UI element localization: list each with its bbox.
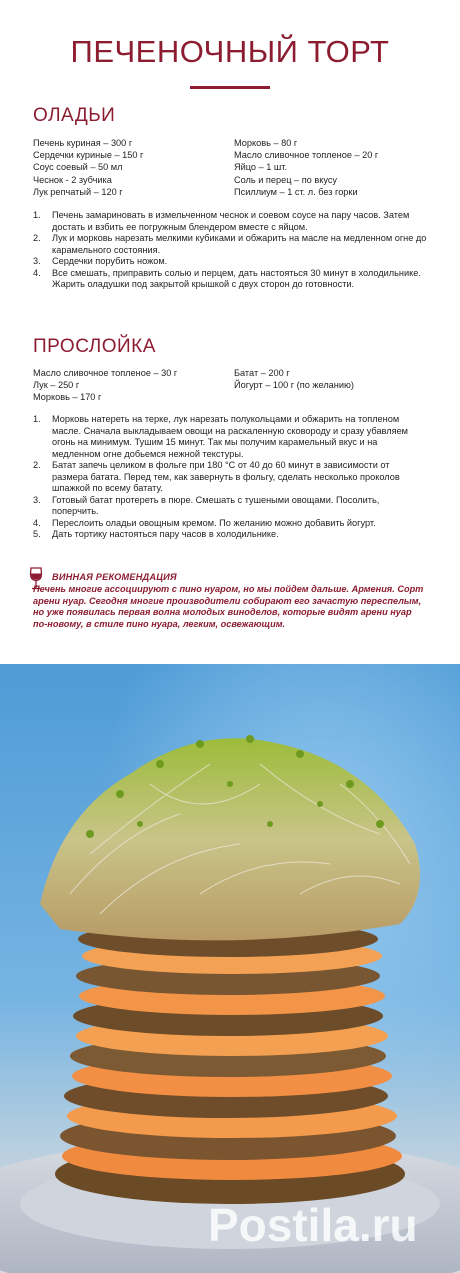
step-number: 2. [33, 233, 41, 243]
step-text: Печень замариновать в измельченном чеснок и соевом соусе на пару часов. Затем достать и взбить ее погружным блендером вместе с яйцом. [52, 210, 410, 232]
step-item [33, 268, 427, 291]
watermark-text: Postila.ru [208, 1199, 418, 1251]
ingredient-line: Йогурт – 100 г (по желанию) [234, 380, 354, 391]
step-number: 4. [33, 517, 41, 528]
step-number: 3. [33, 494, 41, 505]
page-title: ПЕЧЕНОЧНЫЙ ТОРТ [70, 34, 390, 69]
step-text: Сердечки порубить ножом. [52, 256, 168, 266]
step-number: 1. [33, 210, 41, 220]
section-heading-prosloika: ПРОСЛОЙКА [33, 336, 156, 357]
step-text: Морковь натереть на терке, лук нарезать полукольцами и обжарить на топленом масле. Сначала выкладываем овощи на раскаленную сковороду и сразу убавляем огонь на минимум. Тушим 15 минут. Так мы получим карамельный вкус и на медленном огне добьемся нежной текстуры. [52, 414, 408, 459]
ingredients-prosloika [33, 367, 433, 405]
section-heading-oladi: ОЛАДЬИ [33, 105, 116, 126]
step-item [33, 210, 427, 233]
step-number: 5. [33, 529, 41, 539]
ingredient-line: Батат – 200 г [234, 368, 290, 378]
step-item [33, 495, 427, 518]
step-item [33, 518, 427, 530]
step-text: Лук и морковь нарезать мелкими кубиками и обжарить на масле на медленном огне до карамельного состояния. [52, 233, 427, 255]
ingredient-line: Лук репчатый – 120 г [33, 186, 123, 197]
title-underline [190, 86, 270, 89]
step-text: Переслоить оладьи овощным кремом. По желанию можно добавить йогурт. [52, 517, 376, 528]
ingredient-line: Яйцо – 1 шт. [234, 162, 288, 173]
ingredient-line: Соус соевый – 50 мл [33, 162, 123, 173]
step-number: 3. [33, 256, 41, 266]
step-number: 2. [33, 460, 41, 470]
steps-oladi [33, 210, 427, 291]
ingredients-oladi-right [234, 137, 434, 198]
ingredient-line: Морковь – 80 г [234, 138, 298, 148]
postila-watermark [208, 1193, 448, 1255]
ingredient-line: Масло сливочное топленое – 30 г [33, 368, 178, 378]
step-number: 4. [33, 267, 41, 278]
ingredient-line: Лук – 250 г [33, 380, 80, 391]
ingredient-line: Масло сливочное топленое – 20 г [234, 150, 379, 161]
step-text: Все смешать, приправить солью и перцем, дать настояться 30 минут в холодильнике. Жарить оладушки под закрытой крышкой с двух сторон до готовности. [52, 267, 421, 289]
step-text: Батат запечь целиком в фольге при 180 °С от 40 до 60 минут в зависимости от размера батата. Перед тем, как завернуть в фольгу, сделать несколько проколов шпажкой по всему батату. [52, 460, 400, 493]
liver-cake-photo [0, 664, 460, 1273]
step-text: Готовый батат протереть в пюре. Смешать с тушеными овощами. Посолить, поперчить. [52, 494, 380, 516]
step-item [33, 460, 427, 495]
ingredient-line: Печень куриная – 300 г [33, 138, 133, 148]
step-number: 1. [33, 414, 41, 424]
step-item [33, 233, 427, 256]
ingredients-oladi [33, 137, 433, 199]
wine-text: Печень многие ассоциируют с пино нуаром, но мы пойдем дальше. Армения. Сорт арени нуар. Сегодня многие производители собирают его зачастую переспелым, но уже появилась первая волна молодых виноделов, которые видят арени нуар по-новому, в стиле пино нуара, легким, освежающим. [33, 584, 424, 630]
steps-prosloika [33, 414, 427, 541]
step-item [33, 414, 427, 460]
ingredients-oladi-left [33, 137, 228, 198]
ingredient-line: Сердечки куриные – 150 г [33, 150, 144, 161]
ingredient-line: Чеснок - 2 зубчика [33, 174, 112, 185]
ingredient-line: Морковь – 170 г [33, 392, 102, 403]
ingredients-prosloika-right [234, 367, 434, 391]
ingredient-line: Псиллиум – 1 ст. л. без горки [234, 186, 358, 197]
wine-heading: ВИННАЯ РЕКОМЕНДАЦИЯ [52, 572, 177, 582]
step-text: Дать тортику настояться пару часов в холодильнике. [52, 529, 279, 539]
postila-logo-icon [208, 1193, 448, 1255]
ingredient-line: Соль и перец – по вкусу [234, 174, 338, 185]
step-item [33, 529, 427, 541]
step-item [33, 256, 427, 268]
ingredients-prosloika-left [33, 367, 228, 404]
